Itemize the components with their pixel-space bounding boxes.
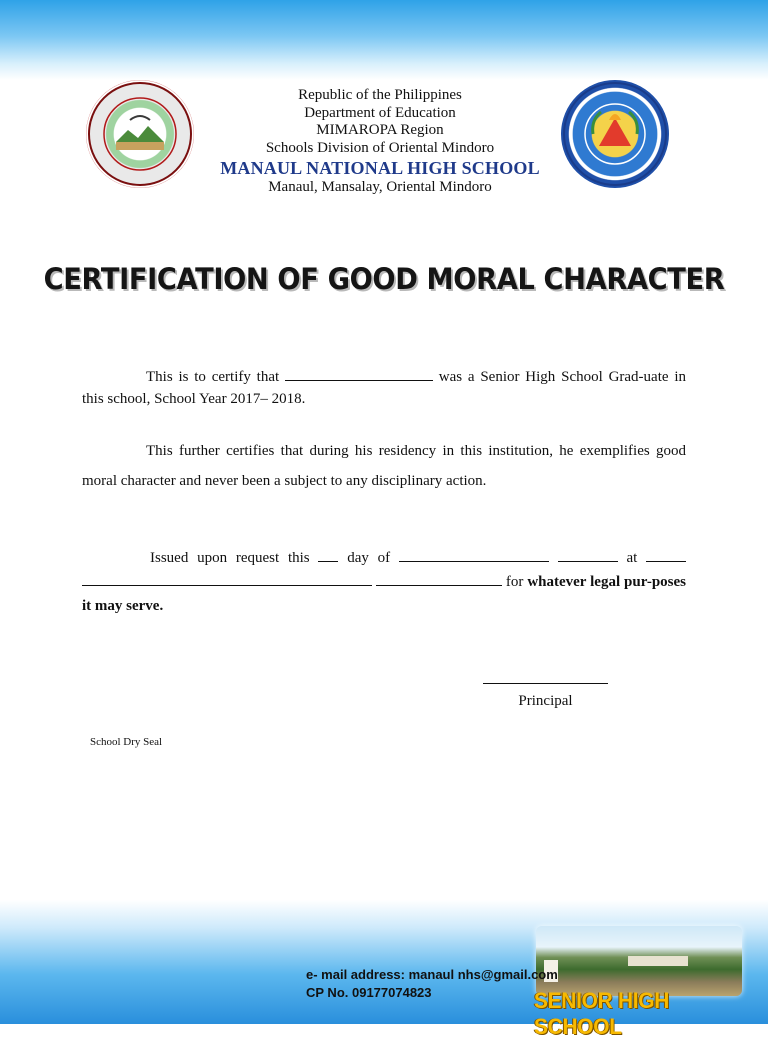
place-blank-3 [376, 573, 502, 586]
top-decorative-band [0, 0, 768, 80]
school-address: Manaul, Mansalay, Oriental Mindoro [268, 179, 492, 195]
contact-info [306, 966, 558, 1002]
student-name-blank [285, 368, 433, 381]
place-blank-1 [646, 549, 686, 562]
at-text: at [626, 550, 638, 566]
dry-seal-label: School Dry Seal [90, 736, 163, 748]
certify-intro-text: This is to certify that [146, 369, 280, 385]
senior-high-school-banner: SENIOR HIGH SCHOOL [534, 988, 670, 1039]
issuance-paragraph [82, 546, 686, 618]
letterhead [180, 87, 580, 197]
certify-graduate-text: was a Senior High School Grad-uate in this school, School Year 2017– 2018. [82, 369, 686, 407]
principal-label: Principal [518, 693, 573, 709]
header-line-division: Schools Division of Oriental Mindoro [265, 139, 495, 156]
photo-building-roof [628, 956, 688, 966]
header-line-republic: Republic of the Philippines [298, 87, 462, 103]
moral-character-text: This further certifies that during his residency in this institution, he exemplifies good moral character and never been a subject to any disciplinary action. [82, 443, 686, 489]
day-of-text: day of [347, 550, 391, 566]
certificate-title: CERTIFICATION OF GOOD MORAL CHARACTER [43, 262, 725, 296]
signature-line [483, 683, 608, 684]
month-blank [399, 549, 549, 562]
day-blank [318, 549, 338, 562]
header-line-region: MIMAROPA Region [316, 122, 444, 138]
purpose-text: whatever legal pur-poses it may serve. [82, 574, 687, 614]
phone-number: CP No. 09177074823 [306, 985, 432, 1000]
school-name: MANAUL NATIONAL HIGH SCHOOL [220, 158, 540, 178]
year-blank [558, 549, 618, 562]
certify-paragraph [82, 366, 686, 410]
place-blank-2 [82, 573, 372, 586]
email-address: e- mail address: manaul nhs@gmail.com [306, 967, 558, 982]
school-campus-photo [536, 926, 742, 996]
issued-request-text: Issued upon request this [150, 550, 310, 566]
for-text: for [505, 574, 524, 590]
moral-character-paragraph [82, 436, 686, 496]
header-line-department: Department of Education [304, 104, 456, 121]
school-seal-graphic [86, 80, 194, 188]
school-seal-logo [86, 80, 194, 188]
